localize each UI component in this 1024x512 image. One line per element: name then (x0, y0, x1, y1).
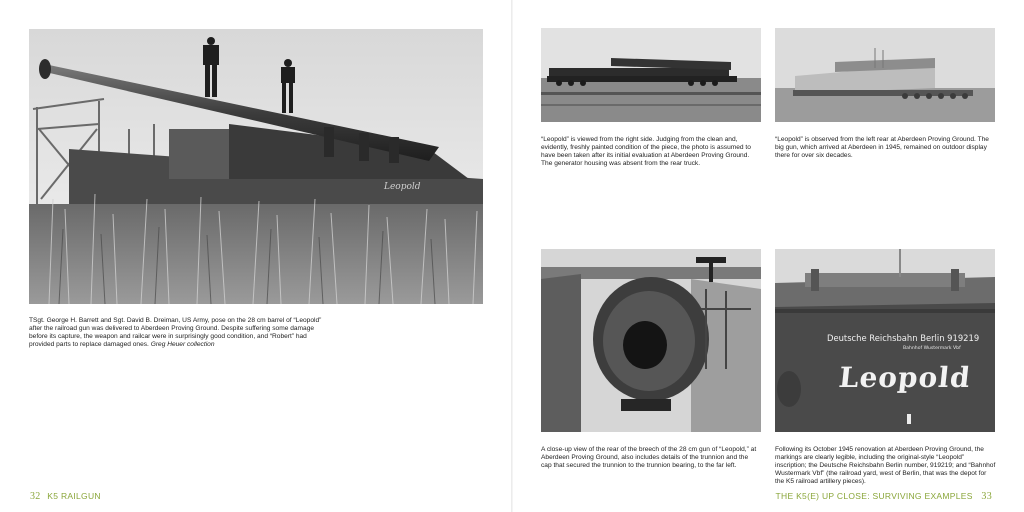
caption-left-rear: “Leopold” is observed from the left rear at Aberdeen Proving Ground. The big gun, which arrived at Aberdeen in 1945, remained on outdoor display there for over six decades. (775, 136, 989, 160)
main-photo-leopold-barrel (29, 29, 483, 304)
caption-railcar-markings: Following its October 1945 renovation at Aberdeen Proving Ground, the markings are clearly legible, including the original-style “Leopold” inscription; the Deutsche Reichsbahn Berlin number, 919219; and “Bahnhof Wustermark Vbf” (the railroad yard, west of Berlin, that was the depot for the K5 railroad artillery pieces). (775, 446, 996, 486)
right-page-number: 33 (981, 491, 992, 502)
left-page-number: 32 (30, 491, 41, 502)
main-caption-text: TSgt. George H. Barrett and Sgt. David B. Dreiman, US Army, pose on the 28 cm barrel of “Leopold” after the railroad gun was delivered to Aberdeen Proving Ground. Despite suffering some damage before its capture, the weapon and railcar were in surprisingly good condition, and “Robert” had provided parts to replace damaged ones. (29, 317, 322, 349)
right-folio (776, 491, 992, 502)
photo-railcar-markings (775, 249, 995, 432)
stencil-number-line: Deutsche Reichsbahn Berlin 919219 (827, 333, 980, 343)
main-photo-caption (29, 317, 329, 349)
page-gutter (511, 0, 513, 512)
caption-right-side: “Leopold” is viewed from the right side. Judging from the clean and, evidently, freshly painted condition of the piece, the photo is assumed to have been taken after its initial evaluation at Aberdeen Proving Ground. The generator housing was absent from the rear truck. (541, 136, 751, 168)
stencil-station-line: Bahnhof Wustermark Vbf (903, 346, 961, 351)
left-running-title: K5 RAILGUN (47, 491, 101, 501)
right-running-title: THE K5(E) UP CLOSE: SURVIVING EXAMPLES (775, 491, 973, 501)
caption-breech-closeup: A close-up view of the rear of the breech of the 28 cm gun of “Leopold,” at Aberdeen Proving Ground, also includes details of the trunnion and the cap that secured the trunnion to the trunnion bearing, to the far left. (541, 446, 757, 470)
stencil-leopold-name: Leopold (837, 361, 973, 394)
photo-credit: Greg Heuer collection (150, 341, 215, 349)
photo-leopold-right-side (541, 28, 761, 122)
photo-leopold-left-rear (775, 28, 995, 122)
left-folio (30, 491, 101, 502)
photo-breech-closeup (541, 249, 761, 432)
painted-leopold-text: Leopold (384, 182, 421, 192)
